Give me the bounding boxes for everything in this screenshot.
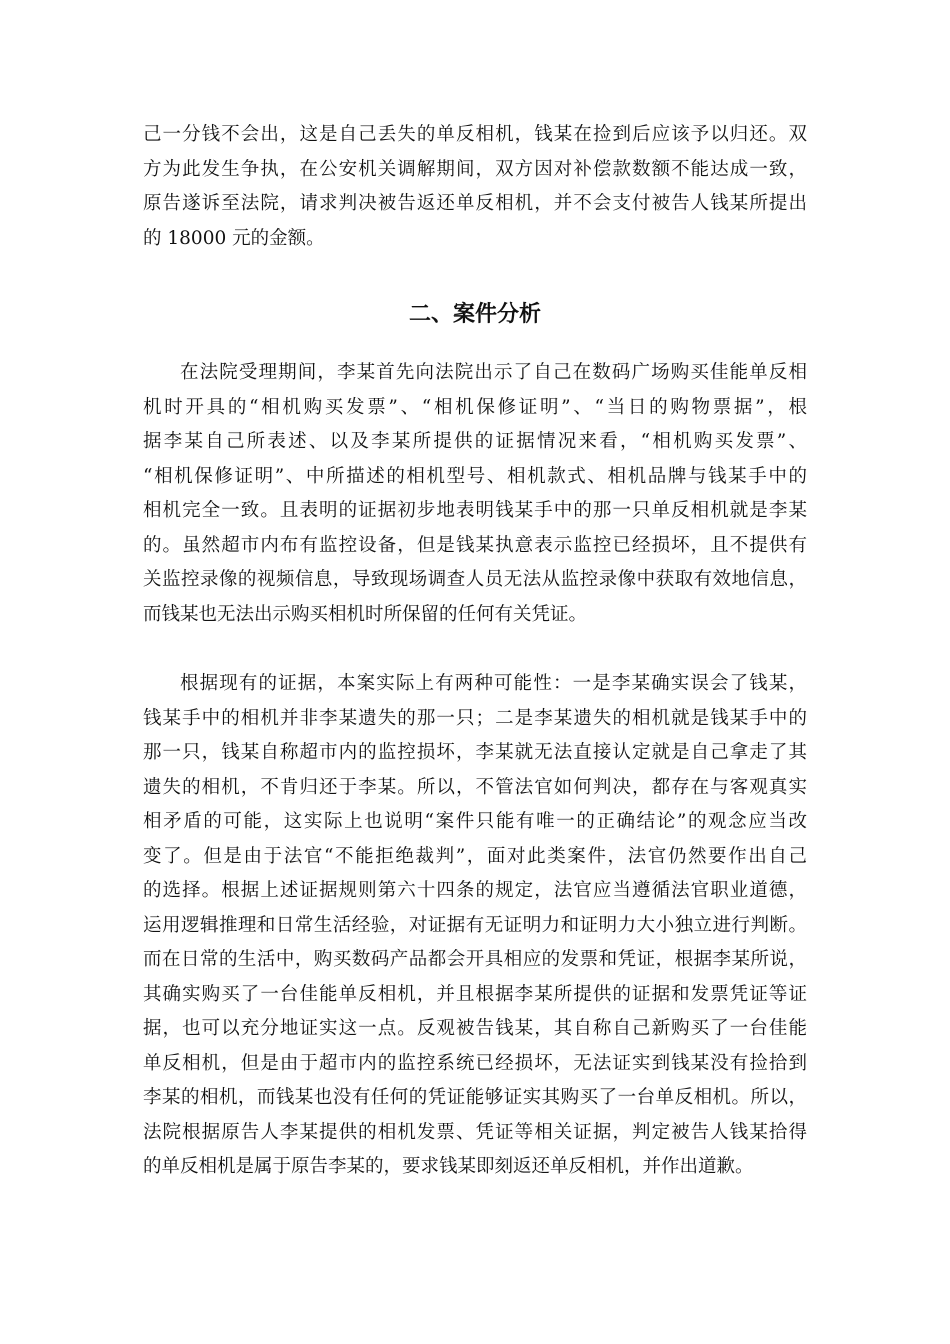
paragraph-top xyxy=(143,118,807,256)
text-line: 据，也可以充分地证实这一点。反观被告钱某，其自称自己新购买了一台佳能 xyxy=(143,1018,807,1039)
text-line: 相机完全一致。且表明的证据初步地表明钱某手中的那一只单反相机就是李某 xyxy=(143,500,807,521)
paragraph-case-analysis-2 xyxy=(143,667,807,1185)
text-line: “相机保修证明”、中所描述的相机型号、相机款式、相机品牌与钱某手中的 xyxy=(143,465,807,487)
text-line: 的 18000 元的金额。 xyxy=(143,227,325,249)
text-line: 那一只，钱某自称超市内的监控损坏，李某就无法直接认定就是自己拿走了其 xyxy=(143,742,807,763)
text-line: 而在日常的生活中，购买数码产品都会开具相应的发票和凭证，根据李某所说， xyxy=(143,949,807,970)
paragraph-case-analysis-1 xyxy=(143,356,807,632)
text-line: 在法院受理期间，李某首先向法院出示了自己在数码广场购买佳能单反相 xyxy=(180,362,807,383)
text-line: 己一分钱不会出，这是自己丢失的单反相机，钱某在捡到后应该予以归还。双 xyxy=(143,124,807,145)
text-line: 的。虽然超市内布有监控设备，但是钱某执意表示监控已经损坏，且不提供有 xyxy=(143,534,807,556)
text-line: 其确实购买了一台佳能单反相机，并且根据李某所提供的证据和发票凭证等证 xyxy=(143,983,807,1005)
text-line: 关监控录像的视频信息，导致现场调查人员无法从监控录像中获取有效地信息， xyxy=(143,569,807,590)
text-line: 钱某手中的相机并非李某遗失的那一只；二是李某遗失的相机就是钱某手中的 xyxy=(143,707,807,729)
text-line: 的选择。根据上述证据规则第六十四条的规定，法官应当遵循法官职业道德， xyxy=(143,880,807,901)
text-line: 相矛盾的可能，这实际上也说明“案件只能有唯一的正确结论”的观念应当改 xyxy=(143,811,807,832)
text-line: 李某的相机，而钱某也没有任何的凭证能够证实其购买了一台单反相机。所以， xyxy=(143,1087,807,1108)
text-line: 而钱某也无法出示购买相机时所保留的任何有关凭证。 xyxy=(143,603,588,625)
text-line: 遗失的相机，不肯归还于李某。所以，不管法官如何判决，都存在与客观真实 xyxy=(143,776,807,798)
text-line: 根据现有的证据，本案实际上有两种可能性：一是李某确实误会了钱某， xyxy=(180,673,807,694)
text-line: 法院根据原告人李某提供的相机发票、凭证等相关证据，判定被告人钱某拾得 xyxy=(143,1121,807,1143)
text-line: 运用逻辑推理和日常生活经验，对证据有无证明力和证明力大小独立进行判断。 xyxy=(143,914,807,936)
text-line: 的单反相机是属于原告李某的，要求钱某即刻返还单反相机，并作出道歉。 xyxy=(143,1156,754,1177)
section-heading: 二、案件分析 xyxy=(408,302,541,327)
text-line: 机时开具的“相机购买发票”、“相机保修证明”、“当日的购物票据”，根 xyxy=(143,396,807,418)
text-line: 原告遂诉至法院，请求判决被告返还单反相机，并不会支付被告人钱某所提出 xyxy=(143,193,807,214)
text-line: 变了。但是由于法官“不能拒绝裁判”，面对此类案件，法官仍然要作出自己 xyxy=(143,845,807,867)
text-line: 单反相机，但是由于超市内的监控系统已经损坏，无法证实到钱某没有捡拾到 xyxy=(143,1052,807,1074)
text-line: 方为此发生争执，在公安机关调解期间，双方因对补偿款数额不能达成一致， xyxy=(143,158,807,180)
text-line: 据李某自己所表述、以及李某所提供的证据情况来看，“相机购买发票”、 xyxy=(143,431,807,452)
